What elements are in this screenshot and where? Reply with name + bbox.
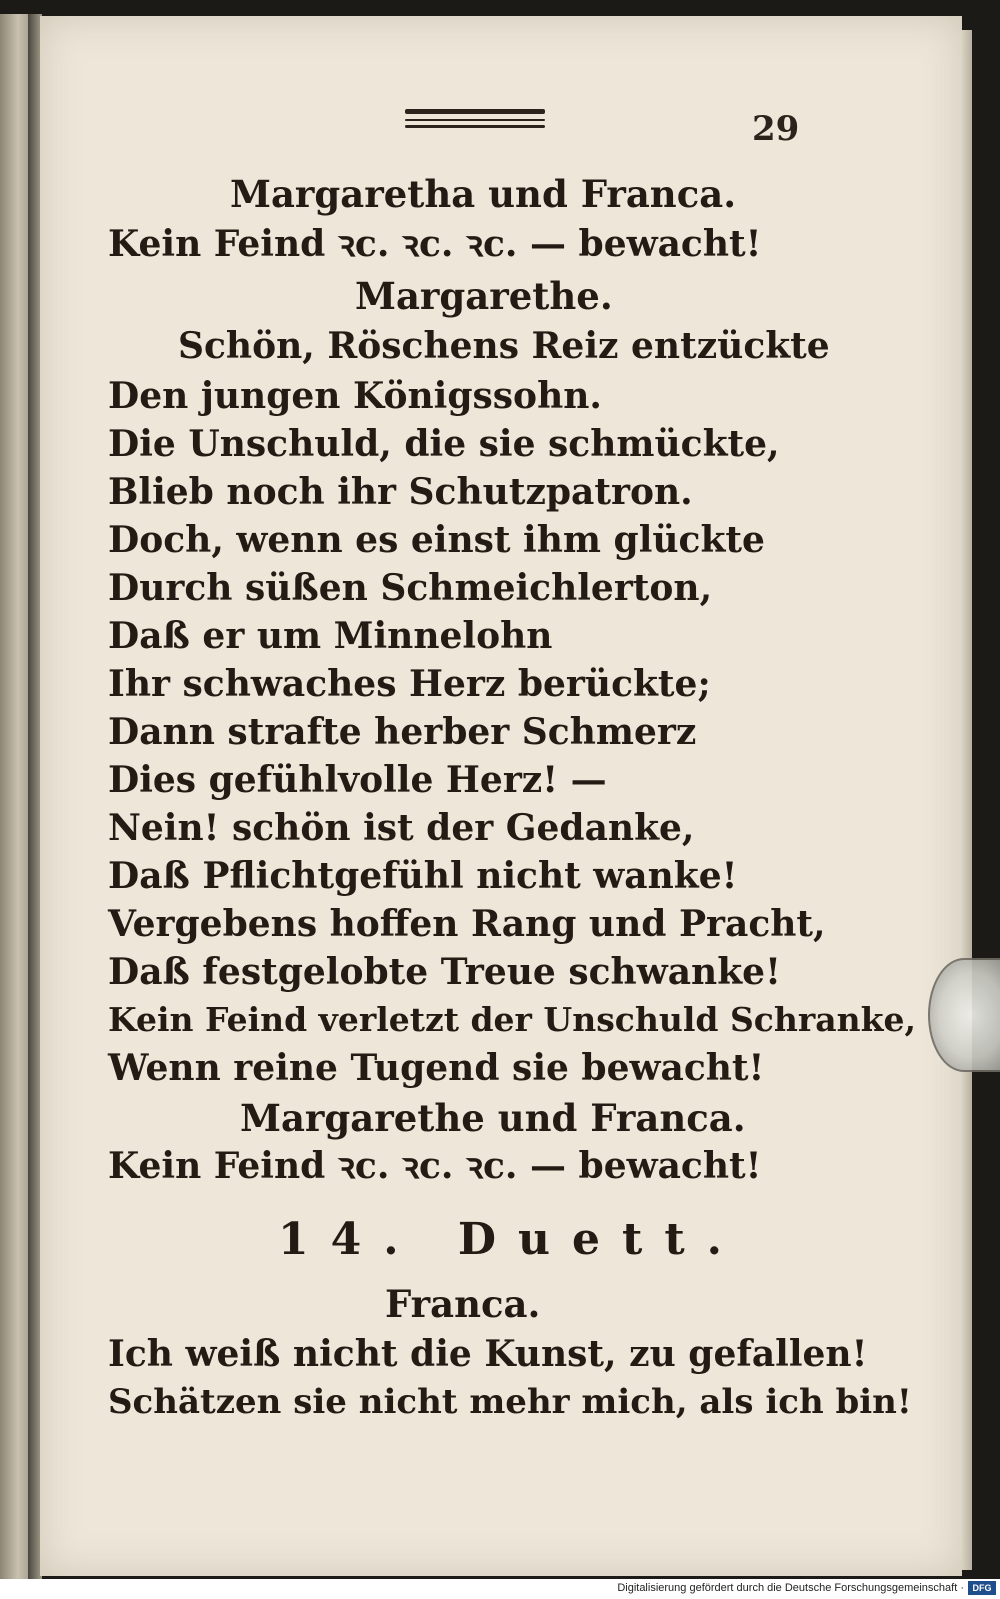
- verse-line: Die Unschuld, die sie schmückte,: [108, 423, 780, 465]
- verse-line: Vergebens hoffen Rang und Pracht,: [108, 903, 826, 945]
- verse-line: Schön, Röschens Reiz entzückte: [178, 325, 830, 367]
- funding-credit: Digitalisierung gefördert durch die Deutsche Forschungsgemeinschaft ·: [617, 1582, 964, 1594]
- speaker-heading: Franca.: [385, 1282, 541, 1326]
- speaker-heading: Margarethe und Franca.: [240, 1096, 746, 1140]
- verse-line: Doch, wenn es einst ihm glückte: [108, 519, 765, 561]
- verse-line: Kein Feind verletzt der Unschuld Schranke,: [108, 1000, 916, 1039]
- verse-line: Blieb noch ihr Schutzpatron.: [108, 471, 693, 513]
- thumb-holder: [928, 958, 1000, 1072]
- verse-line: Daß Pflichtgefühl nicht wanke!: [108, 855, 738, 897]
- book-page: [40, 16, 962, 1576]
- verse-line: Dies gefühlvolle Herz! —: [108, 759, 607, 801]
- previous-page-edge: [0, 14, 30, 1579]
- verse-line: Den jungen Königssohn.: [108, 375, 602, 417]
- verse-line: Ich weiß nicht die Kunst, zu gefallen!: [108, 1333, 868, 1375]
- verse-line: Kein Feind ꝛc. ꝛc. ꝛc. — bewacht!: [108, 223, 762, 265]
- ornamental-rule: [405, 119, 545, 121]
- speaker-heading: Margarethe.: [355, 274, 613, 318]
- speaker-heading: Margaretha und Franca.: [230, 172, 737, 216]
- verse-line: Kein Feind ꝛc. ꝛc. ꝛc. — bewacht!: [108, 1145, 762, 1187]
- verse-line: Daß festgelobte Treue schwanke!: [108, 951, 781, 993]
- verse-line: Dann strafte herber Schmerz: [108, 711, 697, 753]
- verse-line: Ihr schwaches Herz berückte;: [108, 663, 711, 705]
- verse-line: Schätzen sie nicht mehr mich, als ich bin!: [108, 1382, 912, 1422]
- dfg-logo: DFG: [968, 1581, 996, 1595]
- ornamental-rule: [405, 109, 545, 114]
- verse-line: Nein! schön ist der Gedanke,: [108, 807, 695, 849]
- ornamental-rule: [405, 125, 545, 128]
- verse-line: Wenn reine Tugend sie bewacht!: [108, 1047, 765, 1089]
- section-title: 14. Duett.: [278, 1214, 744, 1265]
- verse-line: Durch süßen Schmeichlerton,: [108, 567, 713, 609]
- page-number: 29: [752, 109, 800, 149]
- page-stack-edge: [962, 30, 972, 1570]
- verse-line: Daß er um Minnelohn: [108, 615, 553, 657]
